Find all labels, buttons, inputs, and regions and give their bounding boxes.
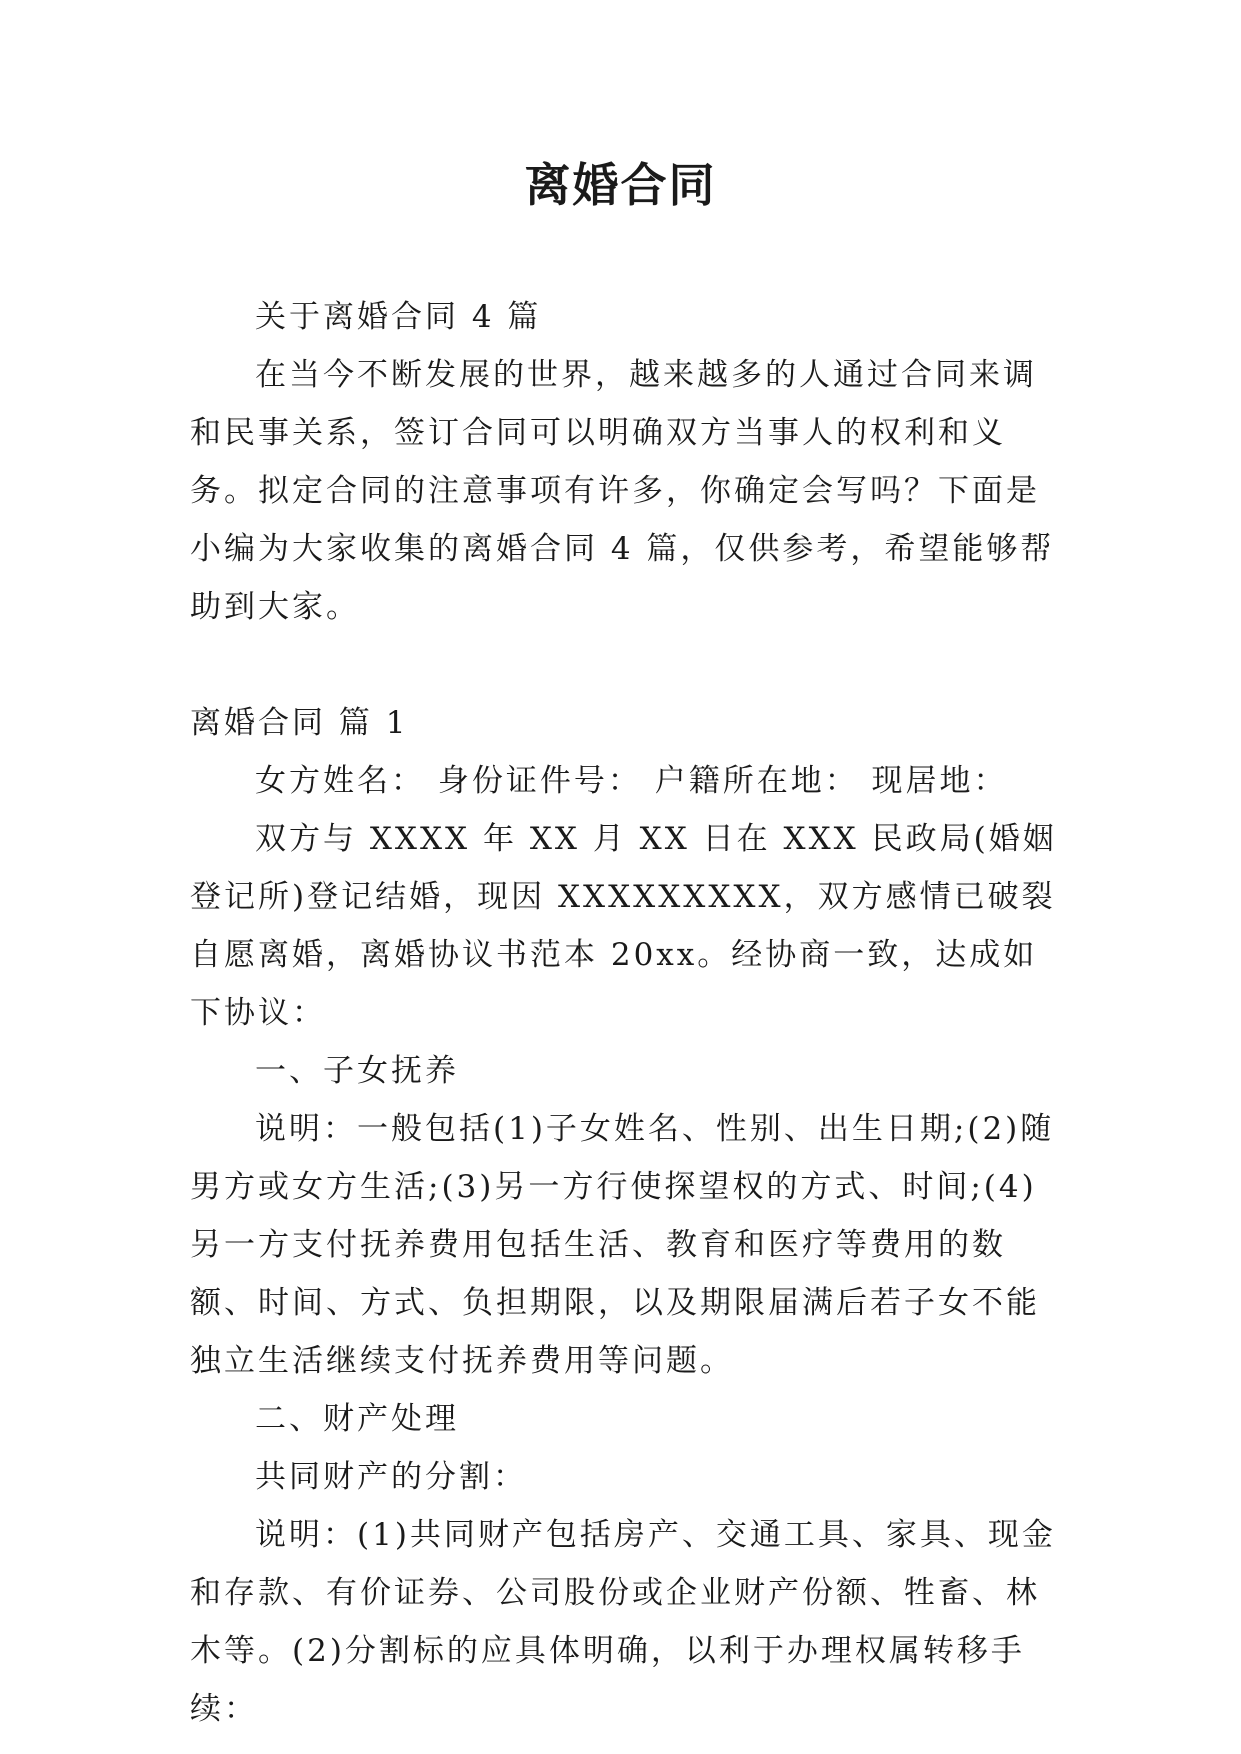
document-title: 离婚合同 (524, 158, 717, 212)
child-custody-note: 说明：一般包括(1)子女姓名、性别、出生日期;(2)随男方或女方生活;(3)另一方行使探望权的方式、时间;(4)另一方支付抚养费用包括生活、教育和医疗等费用的数额、时间、方式、负担期限，以及期限届满后若子女不能独立生活继续支付抚养费用等问题。 (190, 1111, 1055, 1379)
marriage-paragraph: 双方与 XXXX 年 XX 月 XX 日在 XXX 民政局(婚姻登记所)登记结婚，现因 XXXXXXXXX，双方感情已破裂自愿离婚，离婚协议书范本 20xx。经协商一致，达成如下协议： (190, 821, 1057, 1031)
intro-paragraph: 在当今不断发展的世界，越来越多的人通过合同来调和民事关系，签订合同可以明确双方当事人的权利和义务。拟定合同的注意事项有许多，你确定会写吗？下面是小编为大家收集的离婚合同 4 篇，仅供参考，希望能够帮助到大家。 (190, 357, 1055, 625)
section-title: 离婚合同 篇 1 (190, 705, 409, 741)
heading-property: 二、财产处理 (255, 1401, 459, 1437)
fields-line: 女方姓名： 身份证件号： 户籍所在地： 现居地： (255, 763, 1008, 799)
paragraph-spacer (190, 636, 1060, 694)
heading-child-custody: 一、子女抚养 (255, 1053, 459, 1089)
document-body (190, 288, 1060, 1738)
property-note: 说明：(1)共同财产包括房产、交通工具、家具、现金和存款、有价证券、公司股份或企业财产份额、牲畜、林木等。(2)分割标的应具体明确，以利于办理权属转移手续： (190, 1517, 1056, 1727)
joint-property-subheading: 共同财产的分割： (255, 1459, 527, 1495)
intro-heading: 关于离婚合同 4 篇 (255, 299, 542, 335)
